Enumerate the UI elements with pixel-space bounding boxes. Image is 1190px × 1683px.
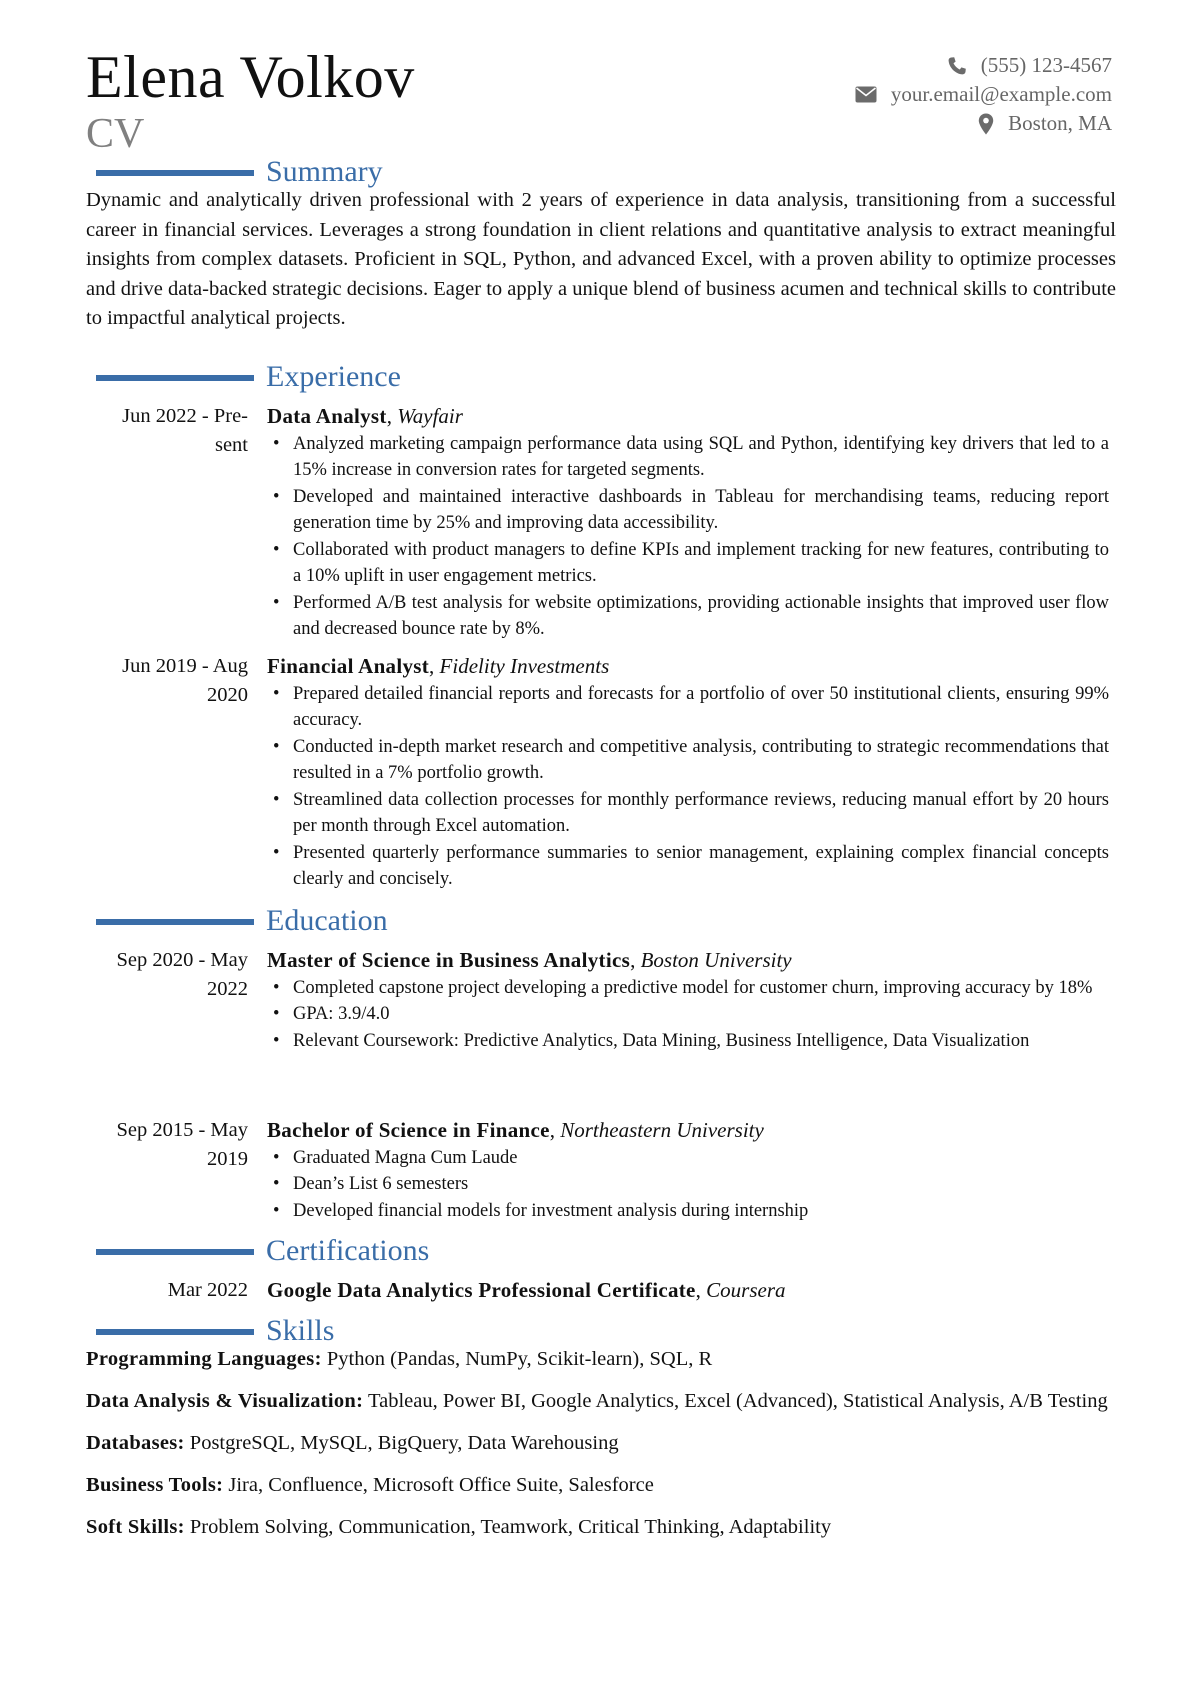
section-title-experience: Experience (266, 360, 401, 393)
entry-organization: Wayfair (397, 404, 463, 428)
entry-date-line: Sep 2015 - May (116, 1119, 248, 1141)
entry-organization: Northeastern University (560, 1118, 764, 1142)
entry-body (267, 652, 1109, 893)
bullet-list (267, 975, 1109, 1055)
candidate-name: Elena Volkov (86, 44, 415, 110)
bullet-item: • Analyzed marketing campaign performance data using SQL and Python, identifying key drivers that led to a 15% increase in conversion rates for targeted segments. (273, 433, 1109, 480)
bullet-list (267, 681, 1109, 893)
contact-email (855, 80, 1112, 109)
entry-date (86, 1116, 248, 1173)
bullet-item: • Graduated Magna Cum Laude (273, 1147, 518, 1168)
entry-heading: Data Analyst, Wayfair (267, 404, 463, 428)
bullet-item: • GPA: 3.9/4.0 (273, 1004, 390, 1024)
section-rule (96, 170, 254, 176)
bullet-item: • Presented quarterly performance summaries to senior management, explaining complex financial concepts clearly and concisely. (273, 842, 1109, 889)
entry-heading: Google Data Analytics Professional Certificate, Coursera (267, 1278, 786, 1302)
entry-date-line: Sep 2020 - May (116, 949, 248, 971)
entry-date (86, 946, 248, 1003)
envelope-icon (855, 86, 877, 103)
entry-role: Financial Analyst (267, 654, 430, 678)
section-rule (96, 1249, 254, 1255)
entry-role: Data Analyst (267, 404, 387, 428)
bullet-item: • Streamlined data collection processes for monthly performance reviews, reducing manual effort by 20 hours per month through Excel automation. (273, 789, 1109, 836)
bullet-item: • Completed capstone project developing a predictive model for customer churn, improving accuracy by 18% (273, 977, 1093, 998)
bullet-item: • Dean’s List 6 semesters (273, 1174, 469, 1194)
section-title-certifications: Certifications (266, 1234, 430, 1267)
entry-date-line: sent (214, 433, 248, 456)
skill-row (86, 1345, 1116, 1373)
skill-row (86, 1513, 1116, 1541)
entry-heading: Master of Science in Business Analytics, Boston University (267, 948, 792, 972)
entry-date-line: 2022 (207, 977, 248, 1000)
bullet-item: • Developed and maintained interactive dashboards in Tableau for merchandising teams, reducing report generation time by 25% and improving data accessibility. (273, 486, 1109, 533)
section-rule (96, 375, 254, 381)
email-text[interactable]: your.email@example.com (890, 82, 1112, 106)
section-header-summary (96, 155, 383, 189)
skill-label: Databases: (86, 1432, 185, 1454)
entry-organization: Coursera (706, 1278, 786, 1302)
skill-value: Jira, Confluence, Microsoft Office Suite, Salesforce (228, 1474, 654, 1496)
section-title-education: Education (266, 904, 388, 937)
entry-body (267, 1116, 1109, 1224)
bullet-item: • Relevant Coursework: Predictive Analytics, Data Mining, Business Intelligence, Data Visualization (273, 1030, 1030, 1051)
section-rule (96, 1329, 254, 1335)
summary-paragraph: Dynamic and analytically driven professional with 2 years of experience in data analysis, transitioning from a successful career in financial services. Leverages a strong foundation in client relations and quantitative analysis to extract meaningful insights from complex datasets. Proficient in SQL, Python, and advanced Excel, with a proven ability to optimize processes and drive data-backed strategic decisions. Eager to apply a unique blend of business acumen and technical skills to contribute to impactful analytical projects. (86, 189, 1116, 330)
bullet-list (267, 431, 1109, 643)
entry-role: Bachelor of Science in Finance (267, 1118, 550, 1142)
bullet-list (267, 1145, 1109, 1225)
entry-body (267, 1276, 1109, 1305)
section-header-experience (96, 360, 401, 394)
entry-heading: Financial Analyst, Fidelity Investments (267, 654, 610, 678)
bullet-item: • Conducted in-depth market research and competitive analysis, contributing to strategic recommendations that resulted in a 7% portfolio growth. (273, 736, 1109, 783)
skill-value: Problem Solving, Communication, Teamwork, Critical Thinking, Adaptability (189, 1516, 832, 1538)
entry-date (86, 652, 248, 709)
contact-block (855, 51, 1112, 138)
skill-label: Soft Skills: (86, 1516, 185, 1538)
contact-location (855, 109, 1112, 138)
skill-value: PostgreSQL, MySQL, BigQuery, Data Warehousing (189, 1432, 619, 1454)
skill-label: Programming Languages: (86, 1348, 322, 1370)
entry-date-line: 2019 (207, 1147, 248, 1170)
bullet-item: • Collaborated with product managers to define KPIs and implement tracking for new features, contributing to a 10% uplift in user engagement metrics. (273, 539, 1109, 586)
entry-body (267, 946, 1109, 1054)
bullet-item: • Performed A/B test analysis for website optimizations, providing actionable insights that improved user flow and decreased bounce rate by 8%. (273, 592, 1109, 639)
skill-label: Data Analysis & Visualization: (86, 1390, 364, 1412)
entry-date (86, 402, 248, 459)
entry-organization: Fidelity Investments (439, 654, 610, 678)
section-header-education (96, 904, 388, 938)
entry-date-line: Jun 2019 - Aug (122, 655, 248, 677)
skill-value: Tableau, Power BI, Google Analytics, Excel (Advanced), Statistical Analysis, A/B Testing (368, 1390, 1108, 1412)
skill-row (86, 1387, 1116, 1415)
entry-heading: Bachelor of Science in Finance, Northeastern University (267, 1118, 764, 1142)
skill-row (86, 1471, 1116, 1499)
entry-organization: Boston University (640, 948, 792, 972)
section-title-skills: Skills (266, 1314, 335, 1347)
contact-phone (855, 51, 1112, 80)
skill-value: Python (Pandas, NumPy, Scikit-learn), SQL, R (326, 1348, 713, 1370)
bullet-item: • Developed financial models for investment analysis during internship (273, 1200, 809, 1221)
phone-text[interactable]: (555) 123-4567 (980, 53, 1112, 77)
section-title-summary: Summary (266, 155, 383, 188)
location-text: Boston, MA (1008, 111, 1112, 135)
section-rule (96, 919, 254, 925)
skill-row (86, 1429, 1116, 1457)
skills-list (86, 1345, 1116, 1555)
certification-title: Google Data Analytics Professional Certificate (267, 1278, 696, 1302)
entry-body (267, 402, 1109, 643)
entry-role: Master of Science in Business Analytics (267, 948, 631, 972)
document-subtitle: CV (86, 111, 145, 157)
map-marker-icon (978, 113, 994, 135)
skill-label: Business Tools: (86, 1474, 224, 1496)
entry-date-line: Jun 2022 - Pre- (122, 405, 248, 427)
bullet-item: • Prepared detailed financial reports and forecasts for a portfolio of over 50 institutional clients, ensuring 99% accuracy. (273, 683, 1109, 730)
entry-date-line: 2020 (207, 683, 248, 706)
entry-date: Mar 2022 (167, 1279, 248, 1301)
section-header-skills (96, 1314, 334, 1348)
phone-icon (947, 56, 967, 76)
section-header-certifications (96, 1234, 429, 1268)
